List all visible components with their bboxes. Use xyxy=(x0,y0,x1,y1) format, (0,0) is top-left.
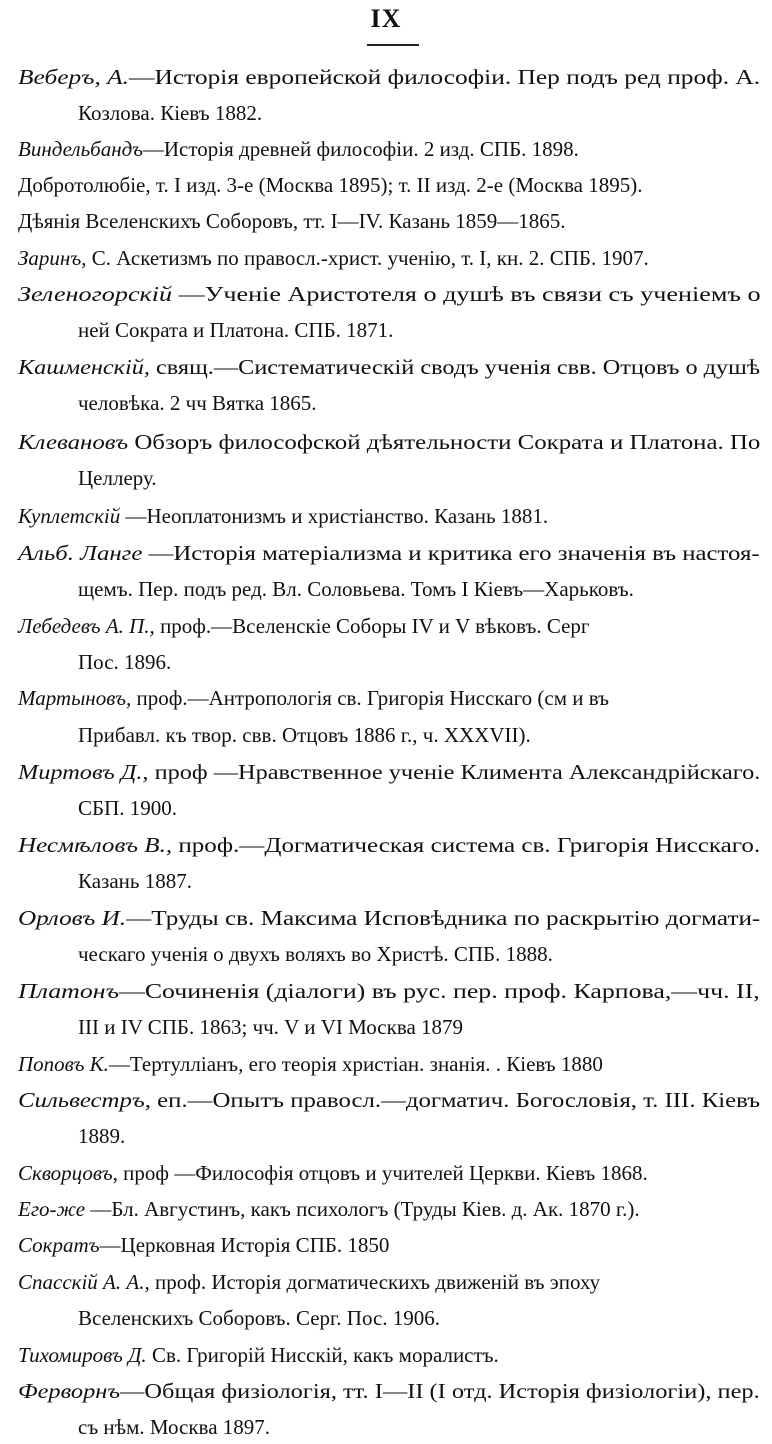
entry-text: Казань 1887. xyxy=(78,869,192,893)
entry-text: ней Сократа и Платона. СПБ. 1871. xyxy=(78,318,394,342)
entry-author: Заринъ, xyxy=(18,246,87,270)
entry-text: С. Аскетизмъ по правосл.-христ. ученію, т. I, кн. 2. СПБ. 1907. xyxy=(86,246,649,270)
entry-text: Прибавл. къ твор. свв. Отцовъ 1886 г., ч. XXXVII). xyxy=(78,723,531,747)
entry-continuation-line xyxy=(78,572,634,606)
entry-continuation-line xyxy=(78,1119,125,1153)
entry-first-line xyxy=(18,536,760,570)
entry-text: —Церковная Исторія СПБ. 1850 xyxy=(99,1233,390,1257)
entry-text: ческаго ученія о двухъ воляхъ во Христѣ. СПБ. 1888. xyxy=(78,942,553,966)
entry-author: Миртовъ Д., xyxy=(18,760,149,784)
entry-first-line xyxy=(18,132,579,166)
entry-text: Целлеру. xyxy=(78,466,157,490)
entry-author: Клевановъ xyxy=(18,430,129,454)
entry-text: 1889. xyxy=(78,1124,126,1148)
page-number: IX xyxy=(370,4,402,33)
entry-text: —Исторія европейской философіи. Пер подъ ред проф. А. xyxy=(129,65,761,89)
entry-text: Пос. 1896. xyxy=(78,650,172,674)
entry-text: проф.—Вселенскіе Соборы IV и V вѣковъ. Серг xyxy=(154,614,590,638)
entry-continuation-line xyxy=(78,313,393,347)
entry-text: —Сочиненія (діалоги) въ рус. пер. проф. Карпова,—чч. II, xyxy=(118,979,760,1003)
entry-first-line xyxy=(18,499,548,533)
entry-text: —Неоплатонизмъ и христіанство. Казань 1881. xyxy=(120,504,549,528)
entry-first-line xyxy=(18,1338,499,1372)
entry-author: Куплетскій xyxy=(18,504,121,528)
entry-first-line xyxy=(18,425,760,459)
entry-first-line xyxy=(18,168,642,202)
entry-continuation-line xyxy=(78,1410,270,1444)
page-number-underline xyxy=(367,44,419,46)
entry-text: —Труды св. Максима Исповѣдника по раскрытію догмати- xyxy=(126,906,761,930)
entry-author: Мартыновъ, xyxy=(18,686,132,710)
entry-text: щемъ. Пер. подъ ред. Вл. Соловьева. Томъ I Кіевъ—Харьковъ. xyxy=(78,577,634,601)
entry-first-line xyxy=(18,1047,603,1081)
entry-first-line xyxy=(18,1265,600,1299)
entry-author: Спасскій А. А., xyxy=(18,1270,150,1294)
entry-author: Поповъ К. xyxy=(18,1052,109,1076)
entry-author: Альб. Ланге xyxy=(18,541,143,565)
entry-author: Веберъ, А. xyxy=(18,65,130,89)
entry-first-line xyxy=(18,60,760,94)
entry-first-line xyxy=(18,828,760,862)
entry-text: Добротолюбіе, т. I изд. 3-е (Москва 1895); т. II изд. 2-е (Москва 1895). xyxy=(18,173,643,197)
entry-first-line xyxy=(18,1192,640,1226)
entry-text: —Исторія матеріализма и критика его значенія въ настоя- xyxy=(142,541,760,565)
entry-text: Козлова. Кіевъ 1882. xyxy=(78,101,263,125)
entry-text: Св. Григорій Нисскій, какъ моралистъ. xyxy=(146,1343,499,1367)
entry-first-line xyxy=(18,1083,760,1117)
entry-first-line xyxy=(18,1374,760,1408)
entry-continuation-line xyxy=(78,791,177,825)
entry-text: —Бл. Августинъ, какъ психологъ (Труды Кіев. д. Ак. 1870 г.). xyxy=(85,1197,640,1221)
entry-author: Кашменскій, xyxy=(18,355,150,379)
entry-first-line xyxy=(18,241,649,275)
entry-first-line xyxy=(18,350,760,384)
entry-text: съ нѣм. Москва 1897. xyxy=(78,1415,271,1439)
entry-author: Виндельбандъ xyxy=(18,137,143,161)
entry-text: Дѣянія Вселенскихъ Соборовъ, тт. I—IV. Казань 1859—1865. xyxy=(18,209,566,233)
entry-author: Сократъ xyxy=(18,1233,100,1257)
entry-continuation-line xyxy=(78,1301,440,1335)
entry-text: Вселенскихъ Соборовъ. Серг. Пос. 1906. xyxy=(78,1306,441,1330)
entry-author: Лебедевъ А. П., xyxy=(18,614,155,638)
entry-text: —Общая физіологія, тт. I—II (I отд. Исторія физіологіи), пер. xyxy=(120,1379,760,1403)
entry-text: —Тертулліанъ, его теорія христіан. знанія. . Кіевъ 1880 xyxy=(108,1052,603,1076)
entry-continuation-line xyxy=(78,864,192,898)
entry-first-line xyxy=(18,609,590,643)
entry-first-line xyxy=(18,277,761,311)
entry-text: Обзоръ философской дѣятельности Сократа и Платона. По xyxy=(128,430,761,454)
entry-author: Платонъ xyxy=(18,979,119,1003)
entry-text: III и IV СПБ. 1863; чч. V и VI Москва 1879 xyxy=(78,1015,464,1039)
entry-first-line xyxy=(18,901,760,935)
entry-continuation-line xyxy=(78,461,157,495)
entry-text: проф.—Догматическая система св. Григорія Нисскаго. xyxy=(172,833,761,857)
entry-first-line xyxy=(18,755,760,789)
entry-author: Несмѣловъ В., xyxy=(18,833,173,857)
entry-text: проф —Философія отцовъ и учителей Церкви. Кіевъ 1868. xyxy=(117,1161,648,1185)
entry-continuation-line xyxy=(78,386,317,420)
entry-author: Зеленогорскій xyxy=(18,282,173,306)
entry-author: Скворцовъ, xyxy=(18,1161,118,1185)
entry-text: —Исторія древней философіи. 2 изд. СПБ. 1898. xyxy=(142,137,579,161)
entry-continuation-line xyxy=(78,937,553,971)
entry-first-line xyxy=(18,204,566,238)
entry-first-line xyxy=(18,1228,389,1262)
entry-text: еп.—Опытъ правосл.—догматич. Богословія, т. III. Кіевъ xyxy=(150,1088,761,1112)
entry-first-line xyxy=(18,681,609,715)
entry-author: Ферворнъ xyxy=(18,1379,121,1403)
entry-text: СБП. 1900. xyxy=(78,796,177,820)
entry-author: Его-же xyxy=(18,1197,86,1221)
entry-author: Сильвестръ, xyxy=(18,1088,151,1112)
entry-first-line xyxy=(18,1156,648,1190)
entry-continuation-line xyxy=(78,718,531,752)
entry-text: человѣка. 2 чч Вятка 1865. xyxy=(78,391,317,415)
entry-continuation-line xyxy=(78,645,171,679)
entry-text: проф —Нравственное ученіе Климента Александрійскаго. xyxy=(148,760,761,784)
entry-text: проф.—Антропологія св. Григорія Нисскаго (см и въ xyxy=(131,686,610,710)
entry-author: Орловъ И. xyxy=(18,906,127,930)
entry-text: свящ.—Систематическій сводъ ученія свв. Отцовъ о душѣ xyxy=(149,355,761,379)
entry-continuation-line xyxy=(78,1010,463,1044)
entry-continuation-line xyxy=(78,96,262,130)
entry-first-line xyxy=(18,974,760,1008)
entry-text: проф. Исторія догматическихъ движеній въ эпоху xyxy=(149,1270,601,1294)
entry-author: Тихомировъ Д. xyxy=(18,1343,147,1367)
entry-text: —Ученіе Аристотеля о душѣ въ связи съ ученіемъ о xyxy=(172,282,761,306)
